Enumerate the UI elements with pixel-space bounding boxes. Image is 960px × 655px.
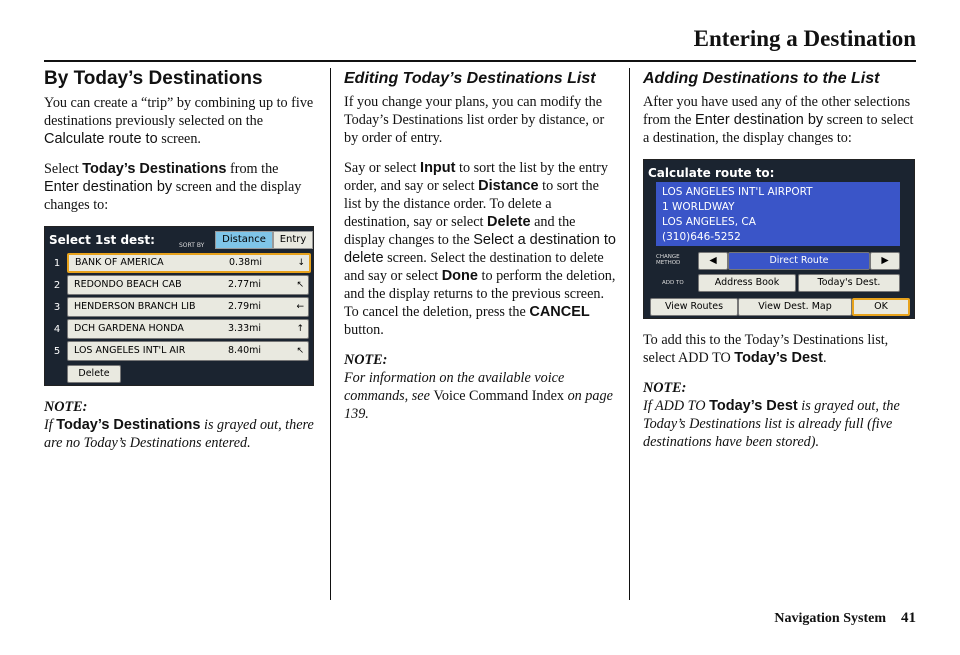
row-number: 5	[53, 346, 61, 357]
list-item[interactable]	[51, 341, 309, 360]
dest-button[interactable]	[67, 341, 309, 361]
screen-title: Calculate route to:	[648, 166, 775, 180]
footer-section-name: Navigation System	[774, 611, 886, 626]
column-3	[643, 68, 919, 463]
page-header-title: Entering a Destination	[693, 26, 916, 51]
column-2	[344, 68, 616, 435]
dest-button[interactable]	[67, 253, 311, 273]
direct-route-button[interactable]: Direct Route	[728, 252, 870, 270]
tab-entry[interactable]: Entry	[273, 231, 313, 249]
right-triangle-icon: ▶	[881, 255, 889, 266]
column-divider	[330, 68, 331, 600]
tab-distance[interactable]: Distance	[215, 231, 273, 249]
screen-title: Select 1st dest:	[49, 233, 155, 247]
dest-button[interactable]	[67, 275, 309, 295]
direction-arrow-icon: ↖	[296, 346, 304, 356]
column-1	[44, 68, 316, 464]
dest-name: REDONDO BEACH CAB	[74, 279, 182, 290]
section-heading: Adding Destinations to the List	[643, 70, 880, 87]
address-book-button[interactable]: Address Book	[698, 274, 796, 292]
direction-arrow-icon: ↑	[296, 324, 304, 334]
row-number: 1	[53, 258, 61, 269]
destination-address	[656, 182, 900, 246]
list-item[interactable]	[51, 319, 309, 338]
header-rule	[44, 60, 916, 62]
ok-button[interactable]: OK	[852, 298, 910, 316]
dest-button[interactable]	[67, 319, 309, 339]
left-arrow-button[interactable]	[698, 252, 728, 270]
dest-distance: 3.33mi	[228, 323, 262, 334]
dest-distance: 0.38mi	[229, 257, 263, 268]
view-dest-map-button[interactable]: View Dest. Map	[738, 298, 852, 316]
row-number: 3	[53, 302, 61, 313]
note: NOTE: If Today’s Destinations is grayed out, there are no Today’s Destinations entered.	[44, 399, 314, 451]
right-arrow-button[interactable]	[870, 252, 900, 270]
direction-arrow-icon: ↖	[296, 280, 304, 290]
sort-by-label: SORT BY	[179, 242, 205, 249]
page-number: 41	[901, 610, 916, 626]
list-item[interactable]	[51, 297, 309, 316]
row-number: 2	[53, 280, 61, 291]
paragraph: Say or select Input to sort the list by the entry order, and say or select Distance to sort the list by the distance order. To delete a destination, say or select Delete and the display changes to the Select a destination to delete screen. Select the destination to delete and say or select Done to perform the deletion, and the display returns to the previous screen. To cancel the deletion, press the CANCEL button.	[344, 160, 616, 338]
paragraph: You can create a “trip” by combining up to five destinations previously selected on the Calculate route to screen.	[44, 95, 314, 147]
calculate-route-screen	[643, 159, 915, 319]
note: NOTE: If ADD TO Today’s Dest is grayed out, the Today’s Destinations list is already full (five destinations have been stored).	[643, 380, 900, 450]
dest-button[interactable]	[67, 297, 309, 317]
left-triangle-icon: ◀	[709, 255, 717, 266]
section-heading: Editing Today’s Destinations List	[344, 70, 596, 87]
dest-name: HENDERSON BRANCH LIB	[74, 301, 196, 312]
note: NOTE: For information on the available voice commands, see Voice Command Index on page 139.	[344, 352, 613, 422]
delete-button[interactable]: Delete	[67, 365, 121, 383]
dest-distance: 2.79mi	[228, 301, 262, 312]
direction-arrow-icon: ←	[296, 302, 304, 312]
list-item[interactable]	[51, 253, 309, 272]
dest-name: BANK OF AMERICA	[75, 257, 164, 268]
address-line: (310)646-5252	[662, 231, 741, 243]
address-line: LOS ANGELES, CA	[662, 216, 756, 228]
dest-name: LOS ANGELES INT'L AIR	[74, 345, 186, 356]
column-divider	[629, 68, 630, 600]
dest-distance: 8.40mi	[228, 345, 262, 356]
add-to-label: ADD TO	[662, 280, 684, 286]
list-item[interactable]	[51, 275, 309, 294]
select-dest-screen	[44, 226, 314, 386]
address-line: LOS ANGELES INT'L AIRPORT	[662, 186, 813, 198]
direction-arrow-icon: ↓	[297, 258, 305, 268]
change-method-label: CHANGE METHOD	[656, 254, 681, 266]
dest-name: DCH GARDENA HONDA	[74, 323, 184, 334]
row-number: 4	[53, 324, 61, 335]
paragraph: Select Today’s Destinations from the Enter destination by screen and the display changes to:	[44, 161, 302, 213]
todays-dest-button[interactable]: Today's Dest.	[798, 274, 900, 292]
section-heading: By Today’s Destinations	[44, 68, 263, 89]
view-routes-button[interactable]: View Routes	[650, 298, 738, 316]
paragraph: After you have used any of the other selections from the Enter destination by screen to select a destination, the display changes to:	[643, 94, 914, 146]
dest-distance: 2.77mi	[228, 279, 262, 290]
paragraph: If you change your plans, you can modify the Today’s Destinations list order by distance, or by order of entry.	[344, 94, 605, 146]
paragraph: To add this to the Today’s Destinations list, select ADD TO Today’s Dest.	[643, 332, 889, 366]
address-line: 1 WORLDWAY	[662, 201, 735, 213]
